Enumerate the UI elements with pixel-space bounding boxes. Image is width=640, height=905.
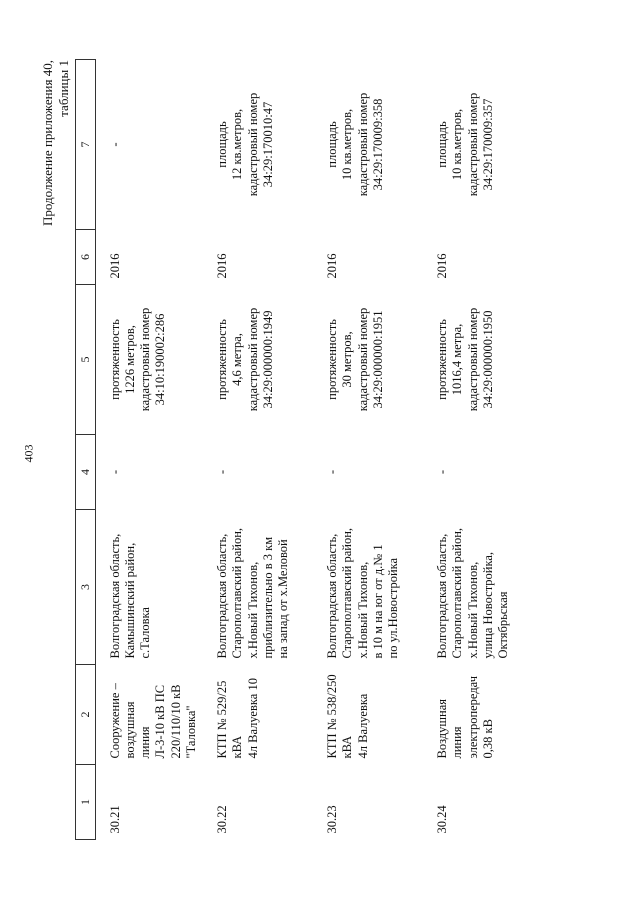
object-area: площадь 10 кв.метров, кадастровый номер 34:29:170009:357 xyxy=(435,92,495,197)
column-4-value: - xyxy=(107,469,122,475)
object-address: Волгоградская область, Старополтавский район, х.Новый Тихонов, улица Новостройка, Октябрьская xyxy=(435,527,511,659)
object-length: протяженность 4,6 метра, кадастровый номер 34:29:000000:1949 xyxy=(215,307,275,412)
table-row xyxy=(95,60,203,840)
object-length: протяженность 1226 метров, кадастровый номер 34:10:190002:286 xyxy=(107,307,168,412)
object-address: Волгоградская область, Старополтавский район, х.Новый Тихонов, в 10 м на юг от д.№ 1 по ул.Новостройка xyxy=(325,527,401,659)
table-frame xyxy=(75,92,640,840)
object-area: площадь 10 кв.метров, кадастровый номер 34:29:170009:358 xyxy=(325,92,385,197)
table-row xyxy=(313,60,423,840)
data-table xyxy=(75,59,533,840)
header-row xyxy=(76,60,96,840)
column-4-value: - xyxy=(435,469,450,475)
heading-line-1: Продолжение приложения 40, xyxy=(40,60,55,227)
object-area: - xyxy=(107,142,122,147)
object-name: Воздушная линия электропередач 0,38 кВ xyxy=(435,675,495,759)
row-number: 30.24 xyxy=(435,805,450,834)
column-header: 6 xyxy=(76,230,96,285)
object-name: Сооружение – воздушная линия Л-3-10 кВ ПС 220/110/10 кВ "Таловка" xyxy=(107,683,198,759)
column-header: 2 xyxy=(76,665,96,765)
object-name: КТП № 529/25 кВА 4л Валуевка 10 xyxy=(215,678,260,759)
table-row xyxy=(423,60,533,840)
heading-line-2: таблицы 1 xyxy=(56,60,72,117)
page-number: 403 xyxy=(21,444,36,463)
table-row xyxy=(203,60,313,840)
column-4-value: - xyxy=(215,469,230,475)
object-length: протяженность 1016,4 метра, кадастровый номер 34:29:000000:1950 xyxy=(435,307,495,412)
row-number: 30.21 xyxy=(107,805,122,834)
object-address: Волгоградская область, Камышинский район, с.Таловка xyxy=(107,533,153,659)
column-header: 1 xyxy=(76,765,96,840)
column-header: 3 xyxy=(76,510,96,665)
object-address: Волгоградская область, Старополтавский район, х.Новый Тихонов, приблизительно в 3 км на запад от х.Меловой xyxy=(215,527,291,659)
object-year: 2016 xyxy=(215,253,230,279)
column-4-value: - xyxy=(325,469,340,475)
row-number: 30.22 xyxy=(215,805,230,834)
object-year: 2016 xyxy=(435,253,450,279)
object-name: КТП № 538/250 кВА 4л Валуевка xyxy=(325,674,370,759)
column-header: 5 xyxy=(76,285,96,435)
object-length: протяженность 30 метров, кадастровый номер 34:29:000000:1951 xyxy=(325,307,385,412)
column-header: 7 xyxy=(76,60,96,230)
object-year: 2016 xyxy=(325,253,340,279)
object-year: 2016 xyxy=(107,253,122,279)
column-header: 4 xyxy=(76,435,96,510)
object-area: площадь 12 кв.метров, кадастровый номер 34:29:170010:47 xyxy=(215,92,275,197)
row-number: 30.23 xyxy=(325,805,340,834)
